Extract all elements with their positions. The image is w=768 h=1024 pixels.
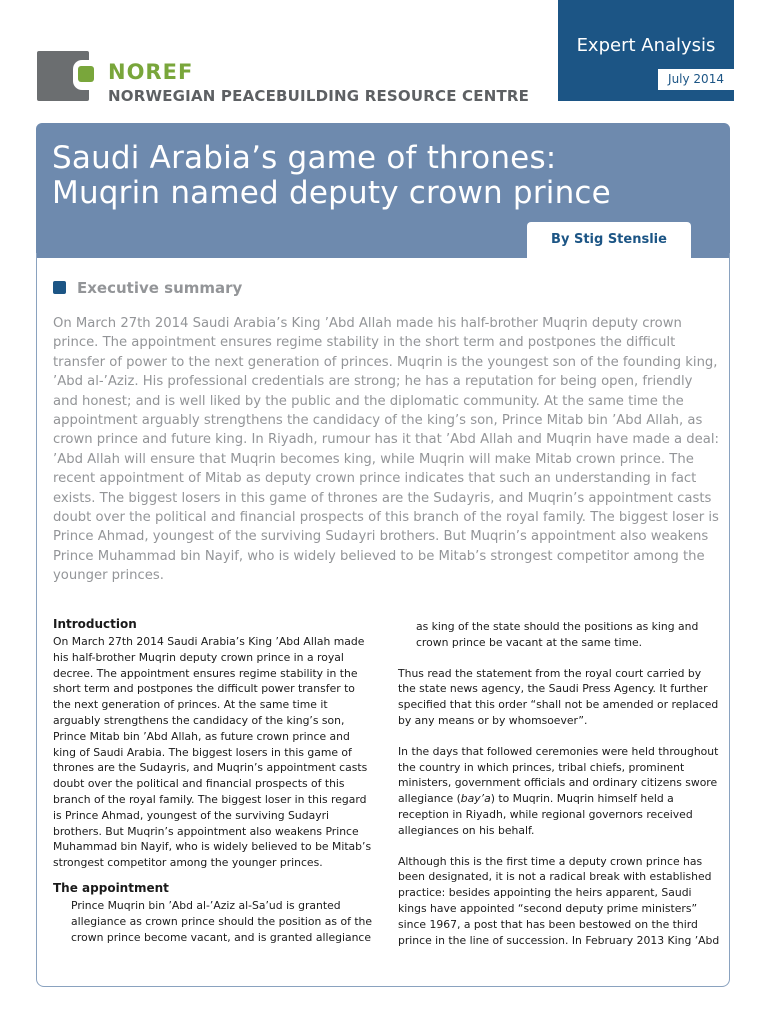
appointment-heading: The appointment — [53, 880, 169, 895]
title-line-1: Saudi Arabia’s game of thrones: — [52, 140, 557, 176]
title-banner — [36, 123, 730, 258]
org-full-name: NORWEGIAN PEACEBUILDING RESOURCE CENTRE — [108, 87, 530, 105]
ceremonies-italic-term: bay’a — [460, 792, 491, 806]
decree-quote-part-1: Prince Muqrin bin ’Abd al-’Aziz al-Sa’ud is granted allegiance as crown prince should the position as of the crown prince become vacant, and is granted allegiance — [71, 898, 373, 944]
decree-quote-part-2: as king of the state should the positions as king and crown prince be vacant at the same time. — [416, 620, 699, 649]
first-time-paragraph: Although this is the first time a deputy crown prince has been designated, it is not a radical break with established practice: besides appointing the heirs apparent, Saudi kings have appointed “second deputy prime ministers” since 1967, a post that has been bestowed on the third prince in the line of succession. In February 2013 King ’Abd — [398, 854, 720, 947]
series-label: Expert Analysis — [576, 35, 716, 56]
executive-summary-heading: Executive summary — [77, 279, 243, 297]
noref-logo — [37, 51, 91, 101]
title-line-2: Muqrin named deputy crown prince — [52, 175, 611, 211]
ceremonies-paragraph — [398, 744, 722, 839]
logo-green-dot — [78, 66, 94, 82]
ceremonies-text-b: ) to Muqrin. Muqrin himself held a reception in Riyadh, while regional governors received allegiances on his behalf. — [398, 792, 693, 837]
author-byline: By Stig Stenslie — [527, 222, 691, 258]
section-bullet-icon — [53, 281, 66, 294]
org-short-name: NOREF — [108, 60, 194, 84]
ceremonies-text-a: In the days that followed ceremonies were held throughout the country in which princes, tribal chiefs, prominent ministers, government officials and ordinary citizens swore allegiance ( — [398, 744, 719, 806]
series-tab — [558, 0, 734, 101]
document-title — [52, 141, 611, 211]
introduction-paragraph: On March 27th 2014 Saudi Arabia’s King ’Abd Allah made his half-brother Muqrin deputy crown prince in a royal decree. The appointment ensures regime stability in the short term and postpones the difficult power transfer to the next generation of princes. At the same time it arguably strengthens the candidacy of the king’s son, Prince Mitab bin ’Abd Allah, as future crown prince and king of Saudi Arabia. The biggest losers in this game of thrones are the Sudayris, and Muqrin’s appointment casts doubt over the political and financial prospects of this branch of the royal family. The biggest loser in this regard is Prince Ahmad, youngest of the surviving Sudayri brothers. But Muqrin’s appointment also weakens Prince Muhammad bin Nayif, who is widely believed to be Mitab’s strongest competitor among the younger princes. — [53, 635, 372, 870]
executive-summary-text: On March 27th 2014 Saudi Arabia’s King ’Abd Allah made his half-brother Muqrin deputy crown prince. The appointment ensures regime stability in the short term and postpones the difficult transfer of power to the next generation of princes. Muqrin is the youngest son of the founding king, ’Abd al-’Aziz. His professional credentials are strong; he has a reputation for being open, friendly and honest; and is well liked by the public and the diplomatic community. At the same time the appointment arguably strengthens the candidacy of the king’s son, Prince Mitab bin ’Abd Allah, as crown prince and future king. In Riyadh, rumour has it that ’Abd Allah and Muqrin have made a deal: ’Abd Allah will ensure that Muqrin becomes king, while Muqrin will make Mitab crown prince. The recent appointment of Mitab as deputy crown prince indicates that such an understanding in fact exists. The biggest losers in this game of thrones are the Sudayris, and Muqrin’s appointment casts doubt over the political and financial prospects of this branch of the royal family. The biggest loser is Prince Ahmad, youngest of the surviving Sudayri brothers. But Muqrin’s appointment also weakens Prince Muhammad bin Nayif, who is widely believed to be Mitab’s strongest competitor among the younger princes. — [53, 316, 719, 584]
introduction-heading: Introduction — [53, 617, 137, 631]
body-column-right — [398, 619, 722, 948]
body-column-left — [53, 616, 375, 945]
statement-paragraph: Thus read the statement from the royal court carried by the state news agency, the Saudi Press Agency. It further specified that this order “shall not be amended or replaced by any means or by whomsoever”. — [398, 666, 719, 727]
publication-date: July 2014 — [658, 69, 734, 90]
